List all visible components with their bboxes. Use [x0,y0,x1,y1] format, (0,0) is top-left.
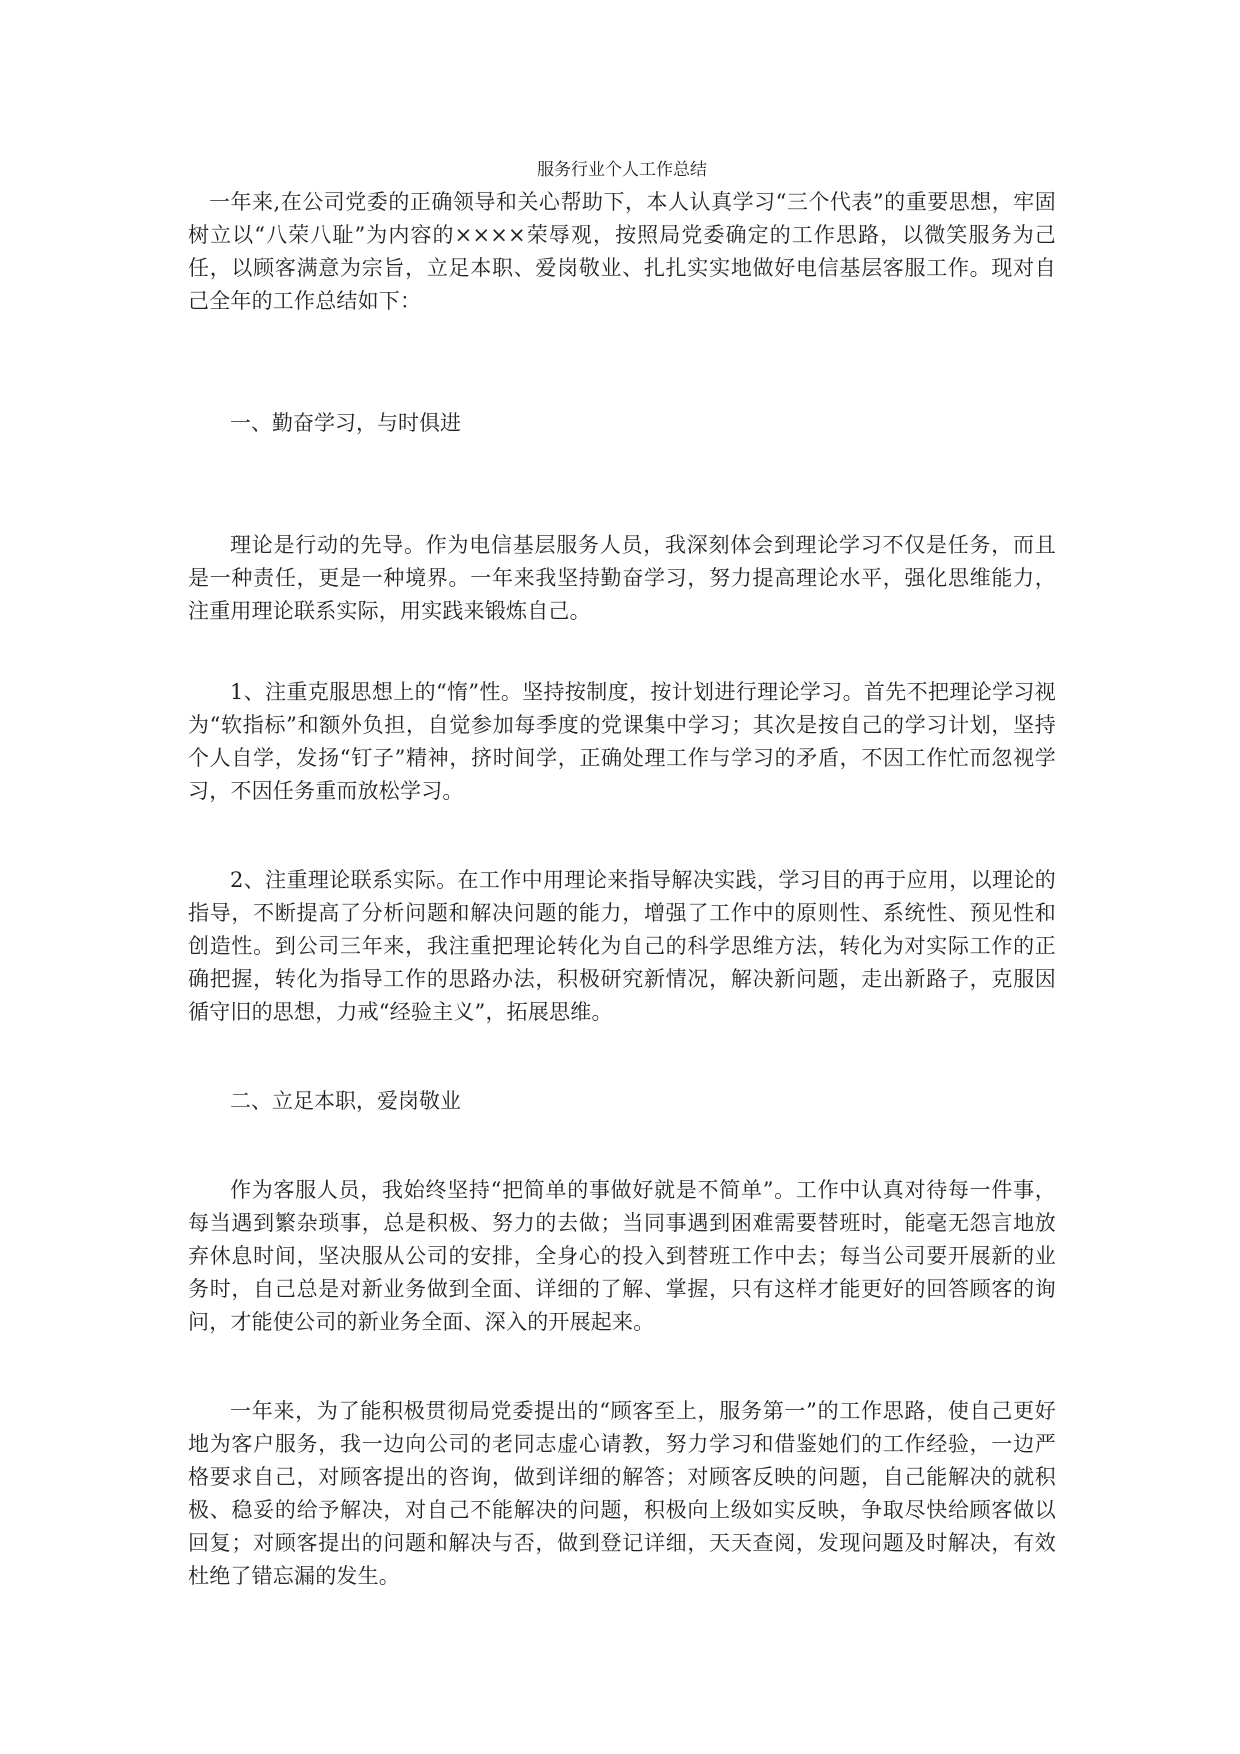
intro-paragraph: 一年来,在公司党委的正确领导和关心帮助下，本人认真学习“三个代表”的重要思想，牢固树立以“八荣八耻”为内容的××××荣辱观，按照局党委确定的工作思路，以微笑服务为己任，以顾客满意为宗旨，立足本职、爱岗敬业、扎扎实实地做好电信基层客服工作。现对自己全年的工作总结如下： [188,190,1056,313]
section1-paragraph-2: 1、注重克服思想上的“惰”性。坚持按制度，按计划进行理论学习。首先不把理论学习视为“软指标”和额外负担，自觉参加每季度的党课集中学习；其次是按自己的学习计划，坚持个人自学，发扬“钉子”精神，挤时间学，正确处理工作与学习的矛盾，不因工作忙而忽视学习，不因任务重而放松学习。 [188,680,1056,803]
section1-paragraph-3: 2、注重理论联系实际。在工作中用理论来指导解决实践，学习目的再于应用，以理论的指导，不断提高了分析问题和解决问题的能力，增强了工作中的原则性、系统性、预见性和创造性。到公司三年来，我注重把理论转化为自己的科学思维方法，转化为对实际工作的正确把握，转化为指导工作的思路办法，积极研究新情况，解决新问题，走出新路子，克服因循守旧的思想，力戒“经验主义”，拓展思维。 [188,868,1056,1024]
spacer [188,440,1056,529]
section-heading-2: 二、立足本职，爱岗敬业 [230,1089,461,1113]
section1-paragraph-1: 理论是行动的先导。作为电信基层服务人员，我深刻体会到理论学习不仅是任务，而且是一种责任，更是一种境界。一年来我坚持勤奋学习，努力提高理论水平，强化思维能力，注重用理论联系实际，用实践来锻炼自己。 [188,533,1056,623]
section2-paragraph-1: 作为客服人员，我始终坚持“把简单的事做好就是不简单”。工作中认真对待每一件事，每当遇到繁杂琐事，总是积极、努力的去做；当同事遇到困难需要替班时，能毫无怨言地放弃休息时间，坚决服从公司的安排，全身心的投入到替班工作中去；每当公司要开展新的业务时，自己总是对新业务做到全面、详细的了解、掌握，只有这样才能更好的回答顾客的询问，才能使公司的新业务全面、深入的开展起来。 [188,1178,1056,1334]
document-title: 服务行业个人工作总结 [537,160,707,180]
spacer [188,1339,1056,1395]
spacer [188,808,1056,864]
spacer [188,628,1056,676]
spacer [188,318,1056,407]
section2-paragraph-2: 一年来，为了能积极贯彻局党委提出的“顾客至上，服务第一”的工作思路，使自己更好地为客户服务，我一边向公司的老同志虚心请教，努力学习和借鉴她们的工作经验，一边严格要求自己，对顾客提出的咨询，做到详细的解答；对顾客反映的问题，自己能解决的就积极、稳妥的给予解决，对自己不能解决的问题，积极向上级如实反映，争取尽快给顾客做以回复；对顾客提出的问题和解决与否，做到登记详细，天天查阅，发现问题及时解决，有效杜绝了错忘漏的发生。 [188,1399,1056,1588]
spacer [188,1118,1056,1174]
document-body [188,154,1056,1593]
spacer [188,1029,1056,1085]
section-heading-1: 一、勤奋学习，与时俱进 [230,411,461,435]
